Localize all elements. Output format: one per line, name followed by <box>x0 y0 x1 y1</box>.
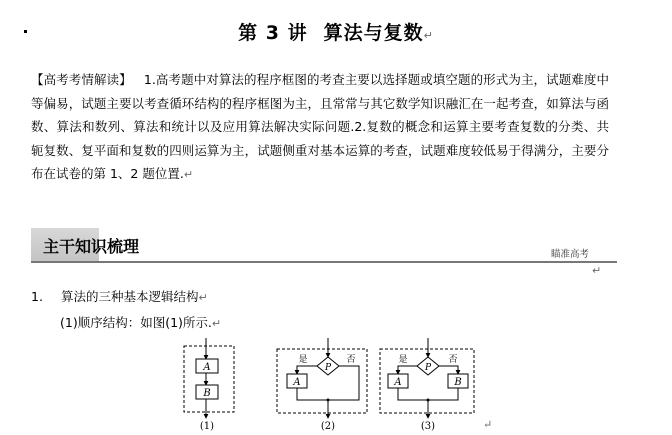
figure-caption: (2) <box>320 421 336 432</box>
intro-text: 1.高考题中对算法的程序框图的考查主要以选择题或填空题的形式为主，试题难度中等偏易，试题主要以考查循环结构的程序框图为主，且常常与其它数学知识融汇在一起考查，如算法与函数、算法和数列、算法和统计以及应用算法解决实际问题.2.复数的概念和运算主要考查复数的分类、共轭复数、复平面和复数的四则运算为主，试题侧重对基本运算的考查，试题难度较低易于得满分，主要分布在试卷的第 1、2 题位置. <box>31 72 609 181</box>
process-box-a-label: A <box>203 362 211 373</box>
flow-line <box>398 388 458 400</box>
list-item-number: 1. <box>31 289 43 304</box>
return-mark: ↵ <box>211 317 222 330</box>
lecture-number: 第 3 讲 <box>238 22 308 44</box>
flow-arrow <box>297 366 317 374</box>
return-mark: ↵ <box>423 29 434 42</box>
flow-line <box>297 388 328 400</box>
flow-arrow <box>398 366 417 374</box>
figure-conditional-single <box>277 338 367 432</box>
process-box-b-label: B <box>454 377 462 388</box>
return-mark: ↵ <box>198 291 208 304</box>
intro-label: 【高考考情解读】 <box>31 72 132 87</box>
flow-arrow <box>439 366 458 374</box>
list-item-text: 算法的三种基本逻辑结构 <box>61 289 199 304</box>
figure-frame <box>184 346 234 412</box>
lecture-topic: 算法与复数 <box>323 22 424 44</box>
decision-label: P <box>324 363 332 373</box>
return-mark: ↵ <box>183 168 194 181</box>
section-title: 主干知识梳理 <box>43 237 140 256</box>
process-box-a-label: A <box>293 377 301 388</box>
section-tag: 瞄准高考 <box>550 249 589 260</box>
process-box-b-label: B <box>203 388 211 399</box>
figure-caption: (1) <box>199 421 215 432</box>
yes-label: 是 <box>398 355 408 365</box>
figure-sequence <box>184 338 234 432</box>
return-mark: ↵ <box>592 264 602 277</box>
no-label: 否 <box>448 355 458 365</box>
return-mark: ↵ <box>483 418 493 431</box>
decision-label: P <box>424 363 432 373</box>
yes-label: 是 <box>298 355 308 365</box>
process-box-a-label: A <box>394 377 402 388</box>
list-subitem-text: (1)顺序结构：如图(1)所示. <box>60 315 212 330</box>
figure-conditional-double <box>380 338 474 432</box>
no-label: 否 <box>346 355 356 365</box>
figure-caption: (3) <box>420 421 436 432</box>
